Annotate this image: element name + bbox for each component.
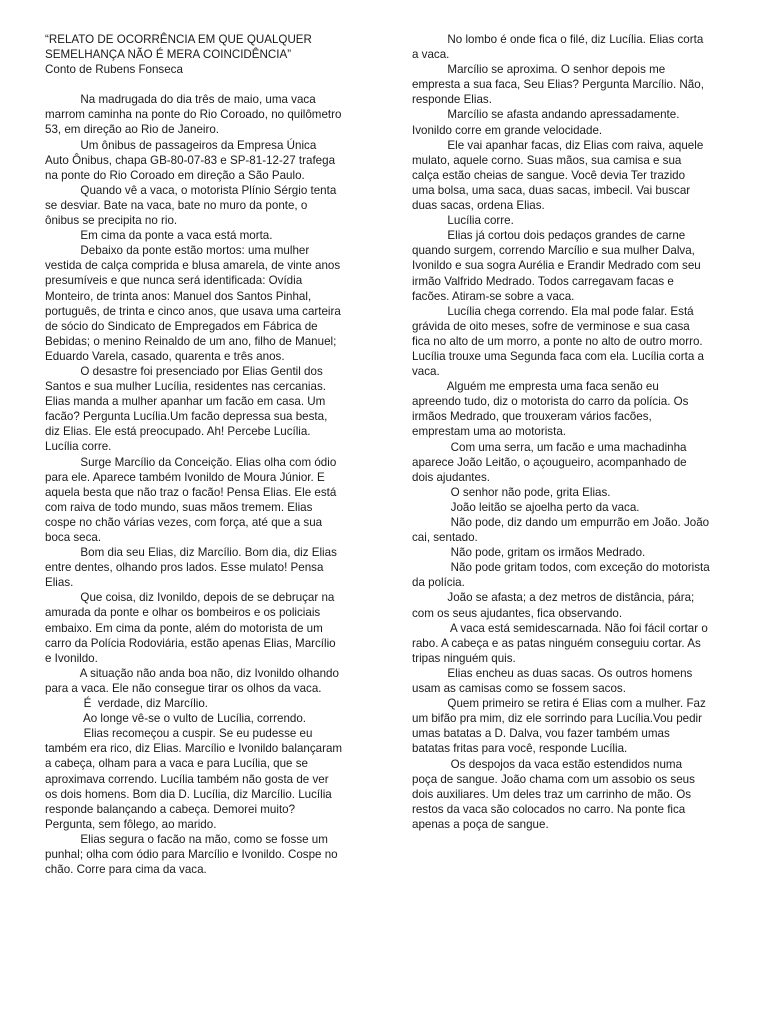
- text-line: aquela besta que não traz o facão! Pensa Elias. Ele está: [45, 485, 337, 499]
- text-line: Elias encheu as duas sacas. Os outros homens: [412, 666, 693, 680]
- text-line: Marcílio se afasta andando apressadamente.: [412, 108, 680, 122]
- text-line: punhal; olha com ódio para Marcílio e Ivonildo. Cospe no: [45, 847, 338, 861]
- text-line: Ele vai apanhar facas, diz Elias com raiva, aquele: [412, 138, 704, 152]
- text-line: Não pode, gritam os irmãos Medrado.: [412, 546, 646, 560]
- text-line: Marcílio se aproxima. O senhor depois me: [412, 63, 666, 77]
- text-line: Elias recomeçou a cuspir. Se eu pudesse eu: [45, 727, 313, 741]
- text-line: 53, em direção ao Rio de Janeiro.: [45, 123, 220, 137]
- story-title-line-2: SEMELHANÇA NÃO É MERA COINCIDÊNCIA”: [45, 48, 292, 62]
- text-line: boca seca.: [45, 531, 102, 544]
- text-line: poça de sangue. João chama com um assobio os seus: [412, 772, 695, 786]
- text-line: Lucília corre.: [412, 214, 514, 228]
- text-line: rabo. A cabeça e as patas ninguém conseguiu cortar. As: [412, 636, 701, 650]
- text-line: ônibus se precipita no rio.: [45, 214, 178, 228]
- text-line: cai, sentado.: [412, 531, 478, 545]
- text-line: Ivonildo corre em grande velocidade.: [412, 123, 603, 137]
- text-line: fica no alto de um morro, a ponte no alto de outro morro.: [412, 334, 703, 348]
- story-title-block: [45, 32, 371, 77]
- text-line: Elias manda a mulher apanhar um facão em casa. Um: [45, 395, 326, 409]
- text-line: a cabeça, olham para a vaca e para Lucília, que se: [45, 757, 308, 771]
- text-line: os dois homens. Bom dia D. Lucília, diz Marcílio. Lucília: [45, 787, 332, 801]
- text-line: apenas a poça de sangue.: [412, 817, 549, 831]
- text-line: João se afasta; a dez metros de distância, pára;: [412, 591, 695, 605]
- text-line: Elias já cortou dois pedaços grandes de carne: [412, 229, 686, 243]
- text-line: O desastre foi presenciado por Elias Gentil dos: [45, 364, 323, 378]
- text-line: Santos e sua mulher Lucília, residentes nas cercanias.: [45, 380, 326, 394]
- text-line: irmãos Medrado, que trouxeram vários facões,: [412, 410, 652, 424]
- text-line: O senhor não pode, grita Elias.: [412, 485, 611, 499]
- text-line: diz Elias. Ele está preocupado. Ah! Percebe Lucília.: [45, 425, 311, 439]
- text-line: responde balançando a cabeça. Demorei muito?: [45, 802, 296, 816]
- text-line: dois ajudantes.: [412, 470, 490, 484]
- text-line: Eduardo Varela, casado, quarenta e três anos.: [45, 349, 285, 363]
- text-line: Ivonildo e sua sogra Aurélia e Erandir Medrado com seu: [412, 259, 701, 273]
- text-line: apreendo tudo, diz o motorista do carro da polícia. Os: [412, 395, 689, 409]
- right-column: [412, 32, 732, 832]
- text-line: carro da Polícia Rodoviária, estão apenas Elias, Marcílio: [45, 636, 336, 650]
- text-line: quando surgem, correndo Marcílio e sua mulher Dalva,: [412, 244, 695, 258]
- text-line: dois auxiliares. Um deles traz um carrinho de mão. Os: [412, 787, 692, 801]
- text-line: Quando vê a vaca, o motorista Plínio Sérgio tenta: [45, 183, 337, 197]
- text-line: Pergunta, sem fôlego, ao marido.: [45, 817, 217, 831]
- text-line: Os despojos da vaca estão estendidos numa: [412, 757, 683, 771]
- text-line: Bom dia seu Elias, diz Marcílio. Bom dia, diz Elias: [45, 546, 337, 560]
- right-column-text: [412, 32, 732, 832]
- text-line: cospe no chão várias vezes, com força, até que a sua: [45, 515, 323, 529]
- text-line: João leitão se ajoelha perto da vaca.: [412, 500, 640, 514]
- left-column: [45, 32, 371, 877]
- text-line: amurada da ponte e olhar os bombeiros e os policiais: [45, 606, 321, 620]
- text-line: com os seus ajudantes, fica observando.: [412, 606, 623, 620]
- text-line: Não pode gritam todos, com exceção do motorista: [412, 561, 710, 575]
- text-line: vaca.: [412, 365, 440, 379]
- text-line: Lucília chega correndo. Ela mal pode falar. Está: [412, 304, 694, 318]
- text-line: Um ônibus de passageiros da Empresa Única: [45, 138, 317, 152]
- text-line: para a vaca. Ele não consegue tirar os olhos da vaca.: [45, 681, 322, 695]
- text-line: marrom caminha na ponte do Rio Coroado, no quilômetro: [45, 108, 342, 122]
- text-line: mulato, aquele corno. Suas mãos, sua camisa e sua: [412, 153, 682, 167]
- text-line: Quem primeiro se retira é Elias com a mulher. Faz: [412, 697, 706, 711]
- text-line: No lombo é onde fica o filé, diz Lucília. Elias corta: [412, 33, 704, 46]
- text-line: se desviar. Bate na vaca, bate no muro da ponte, o: [45, 198, 308, 212]
- text-line: entre dentes, olhando pros lados. Esse mulato! Pensa: [45, 561, 324, 575]
- text-line: batatas fritas para você, responde Lucília.: [412, 742, 628, 756]
- text-line: Debaixo da ponte estão mortos: uma mulher: [45, 244, 310, 258]
- text-line: facão? Pergunta Lucília.Um facão depressa sua besta,: [45, 410, 328, 424]
- text-line: A vaca está semidescarnada. Não foi fácil cortar o: [412, 621, 708, 635]
- text-line: na ponte do Rio Coroado em direção a São Paulo.: [45, 168, 305, 182]
- text-line: umas batatas a D. Dalva, vou fazer também umas: [412, 727, 670, 741]
- text-line: Lucília corre.: [45, 440, 112, 454]
- text-line: vestida de calça comprida e blusa amarela, de vinte anos: [45, 259, 341, 273]
- text-line: e Ivonildo.: [45, 651, 98, 665]
- text-line: Com uma serra, um facão e uma machadinha: [412, 440, 687, 454]
- text-line: Monteiro, de trinta anos: Manuel dos Santos Pinhal,: [45, 289, 312, 303]
- text-line: grávida de oito meses, sofre de verminose e sua casa: [412, 319, 690, 333]
- text-line: a vaca.: [412, 48, 450, 62]
- text-line: embaixo. Em cima da ponte, além do motorista de um: [45, 621, 323, 635]
- text-line: Lucília trouxe uma Segunda faca com ela. Lucília corta a: [412, 349, 704, 363]
- text-line: responde Elias.: [412, 93, 492, 107]
- text-line: aparece João Leitão, o açougueiro, acompanhado de: [412, 455, 687, 469]
- text-line: Ao longe vê-se o vulto de Lucília, correndo.: [45, 712, 307, 726]
- text-line: restos da vaca são colocados no carro. Na ponte fica: [412, 802, 686, 816]
- text-line: Surge Marcílio da Conceição. Elias olha com ódio: [45, 455, 337, 469]
- story-title-line-1: “RELATO DE OCORRÊNCIA EM QUE QUALQUER: [45, 33, 312, 46]
- text-line: Elias.: [45, 576, 74, 590]
- text-line: irmão Valfrido Medrado. Todos carregavam facas e: [412, 274, 674, 288]
- text-line: A situação não anda boa não, diz Ivonildo olhando: [45, 666, 339, 680]
- text-line: para ele. Aparece também Ivonildo de Moura Júnior. E: [45, 470, 325, 484]
- text-line: É verdade, diz Marcílio.: [45, 697, 209, 711]
- text-line: chão. Corre para cima da vaca.: [45, 863, 207, 877]
- text-line: Bebidas; o menino Reinaldo de um ano, filho de Manuel;: [45, 334, 337, 348]
- text-line: Na madrugada do dia três de maio, uma vaca: [45, 93, 316, 107]
- text-line: aproximava correndo. Lucília também não gosta de ver: [45, 772, 329, 786]
- text-line: com raiva de todo mundo, suas mãos tremem. Elias: [45, 500, 313, 514]
- text-line: Elias segura o facão na mão, como se fosse um: [45, 832, 328, 846]
- text-line: Alguém me empresta uma faca senão eu: [412, 380, 659, 394]
- text-line: de sócio do Sindicato de Empregados em Fábrica de: [45, 319, 318, 333]
- text-line: um bifão pra mim, diz ele sorrindo para Lucília.Vou pedir: [412, 712, 702, 726]
- text-line: usam as camisas como se fossem sacos.: [412, 682, 626, 696]
- story-author: Conto de Rubens Fonseca: [45, 63, 183, 77]
- text-line: uma bolsa, uma saca, duas sacas, imbecil. Vai buscar: [412, 183, 691, 197]
- text-line: calça estão cheias de sangue. Você devia Ter trazido: [412, 168, 686, 182]
- text-line: duas sacas, ordena Elias.: [412, 199, 545, 213]
- text-line: presumíveis e que nunca será identificada: Ovídia: [45, 274, 303, 288]
- text-line: empresta a sua faca, Seu Elias? Pergunta Marcílio. Não,: [412, 78, 704, 92]
- text-line: Em cima da ponte a vaca está morta.: [45, 229, 273, 243]
- text-line: emprestam uma ao motorista.: [412, 425, 566, 439]
- text-line: tripas ninguém quis.: [412, 651, 516, 665]
- left-column-text: [45, 92, 371, 877]
- text-line: da polícia.: [412, 576, 465, 590]
- text-line: Que coisa, diz Ivonildo, depois de se debruçar na: [45, 591, 335, 605]
- text-line: facões. Atiram-se sobre a vaca.: [412, 289, 575, 303]
- text-line: também era rico, diz Elias. Marcílio e Ivonildo balançaram: [45, 742, 343, 756]
- text-line: Auto Ônibus, chapa GB-80-07-83 e SP-81-12-27 trafega: [45, 153, 336, 167]
- text-line: Não pode, diz dando um empurrão em João. João: [412, 516, 710, 529]
- text-line: português, de trinta e cinco anos, que usava uma carteira: [45, 304, 341, 318]
